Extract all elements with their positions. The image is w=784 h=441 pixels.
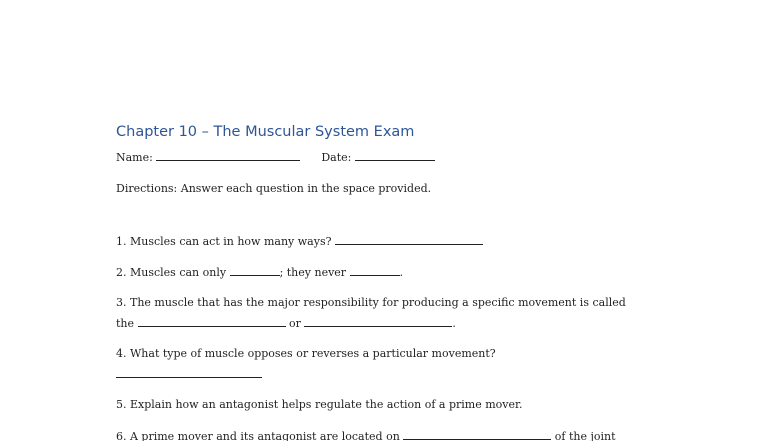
question-2-text-c: . [399,266,404,279]
question-4-answer-line [116,367,262,381]
question-3-line-1: 3. The muscle that has the major responsibility for producing a specific movement is called [116,296,626,309]
question-6-answer[interactable] [403,429,551,440]
question-2-text-b: ; they never [279,266,347,279]
question-6 [116,429,616,441]
question-1-answer[interactable] [335,234,483,245]
question-3-answer-a[interactable] [138,316,286,327]
question-1 [116,234,483,248]
question-3-text-b: or [289,317,301,330]
question-6-text-b: of the joint [554,430,616,441]
question-4-text: 4. What type of muscle opposes or reverses a particular movement? [116,347,496,360]
question-3-text-c: . [452,317,456,330]
name-date-line [116,150,435,164]
question-1-text: 1. Muscles can act in how many ways? [116,235,332,248]
question-6-text-a: 6. A prime mover and its antagonist are located on [116,430,400,441]
question-2 [116,265,403,279]
question-3-line-2 [116,316,456,330]
page-title: Chapter 10 – The Muscular System Exam [116,124,415,140]
question-2-text-a: 2. Muscles can only [116,266,227,279]
name-field[interactable] [156,150,300,161]
question-3-text-a: the [116,317,135,330]
name-label: Name: [116,151,153,164]
question-4-answer[interactable] [116,367,262,378]
question-2-answer-a[interactable] [230,265,280,276]
date-field[interactable] [355,150,435,161]
question-5-text: 5. Explain how an antagonist helps regulate the action of a prime mover. [116,398,523,411]
question-2-answer-b[interactable] [350,265,400,276]
date-label: Date: [321,151,352,164]
question-3-answer-b[interactable] [304,316,452,327]
directions-text: Directions: Answer each question in the space provided. [116,182,432,195]
